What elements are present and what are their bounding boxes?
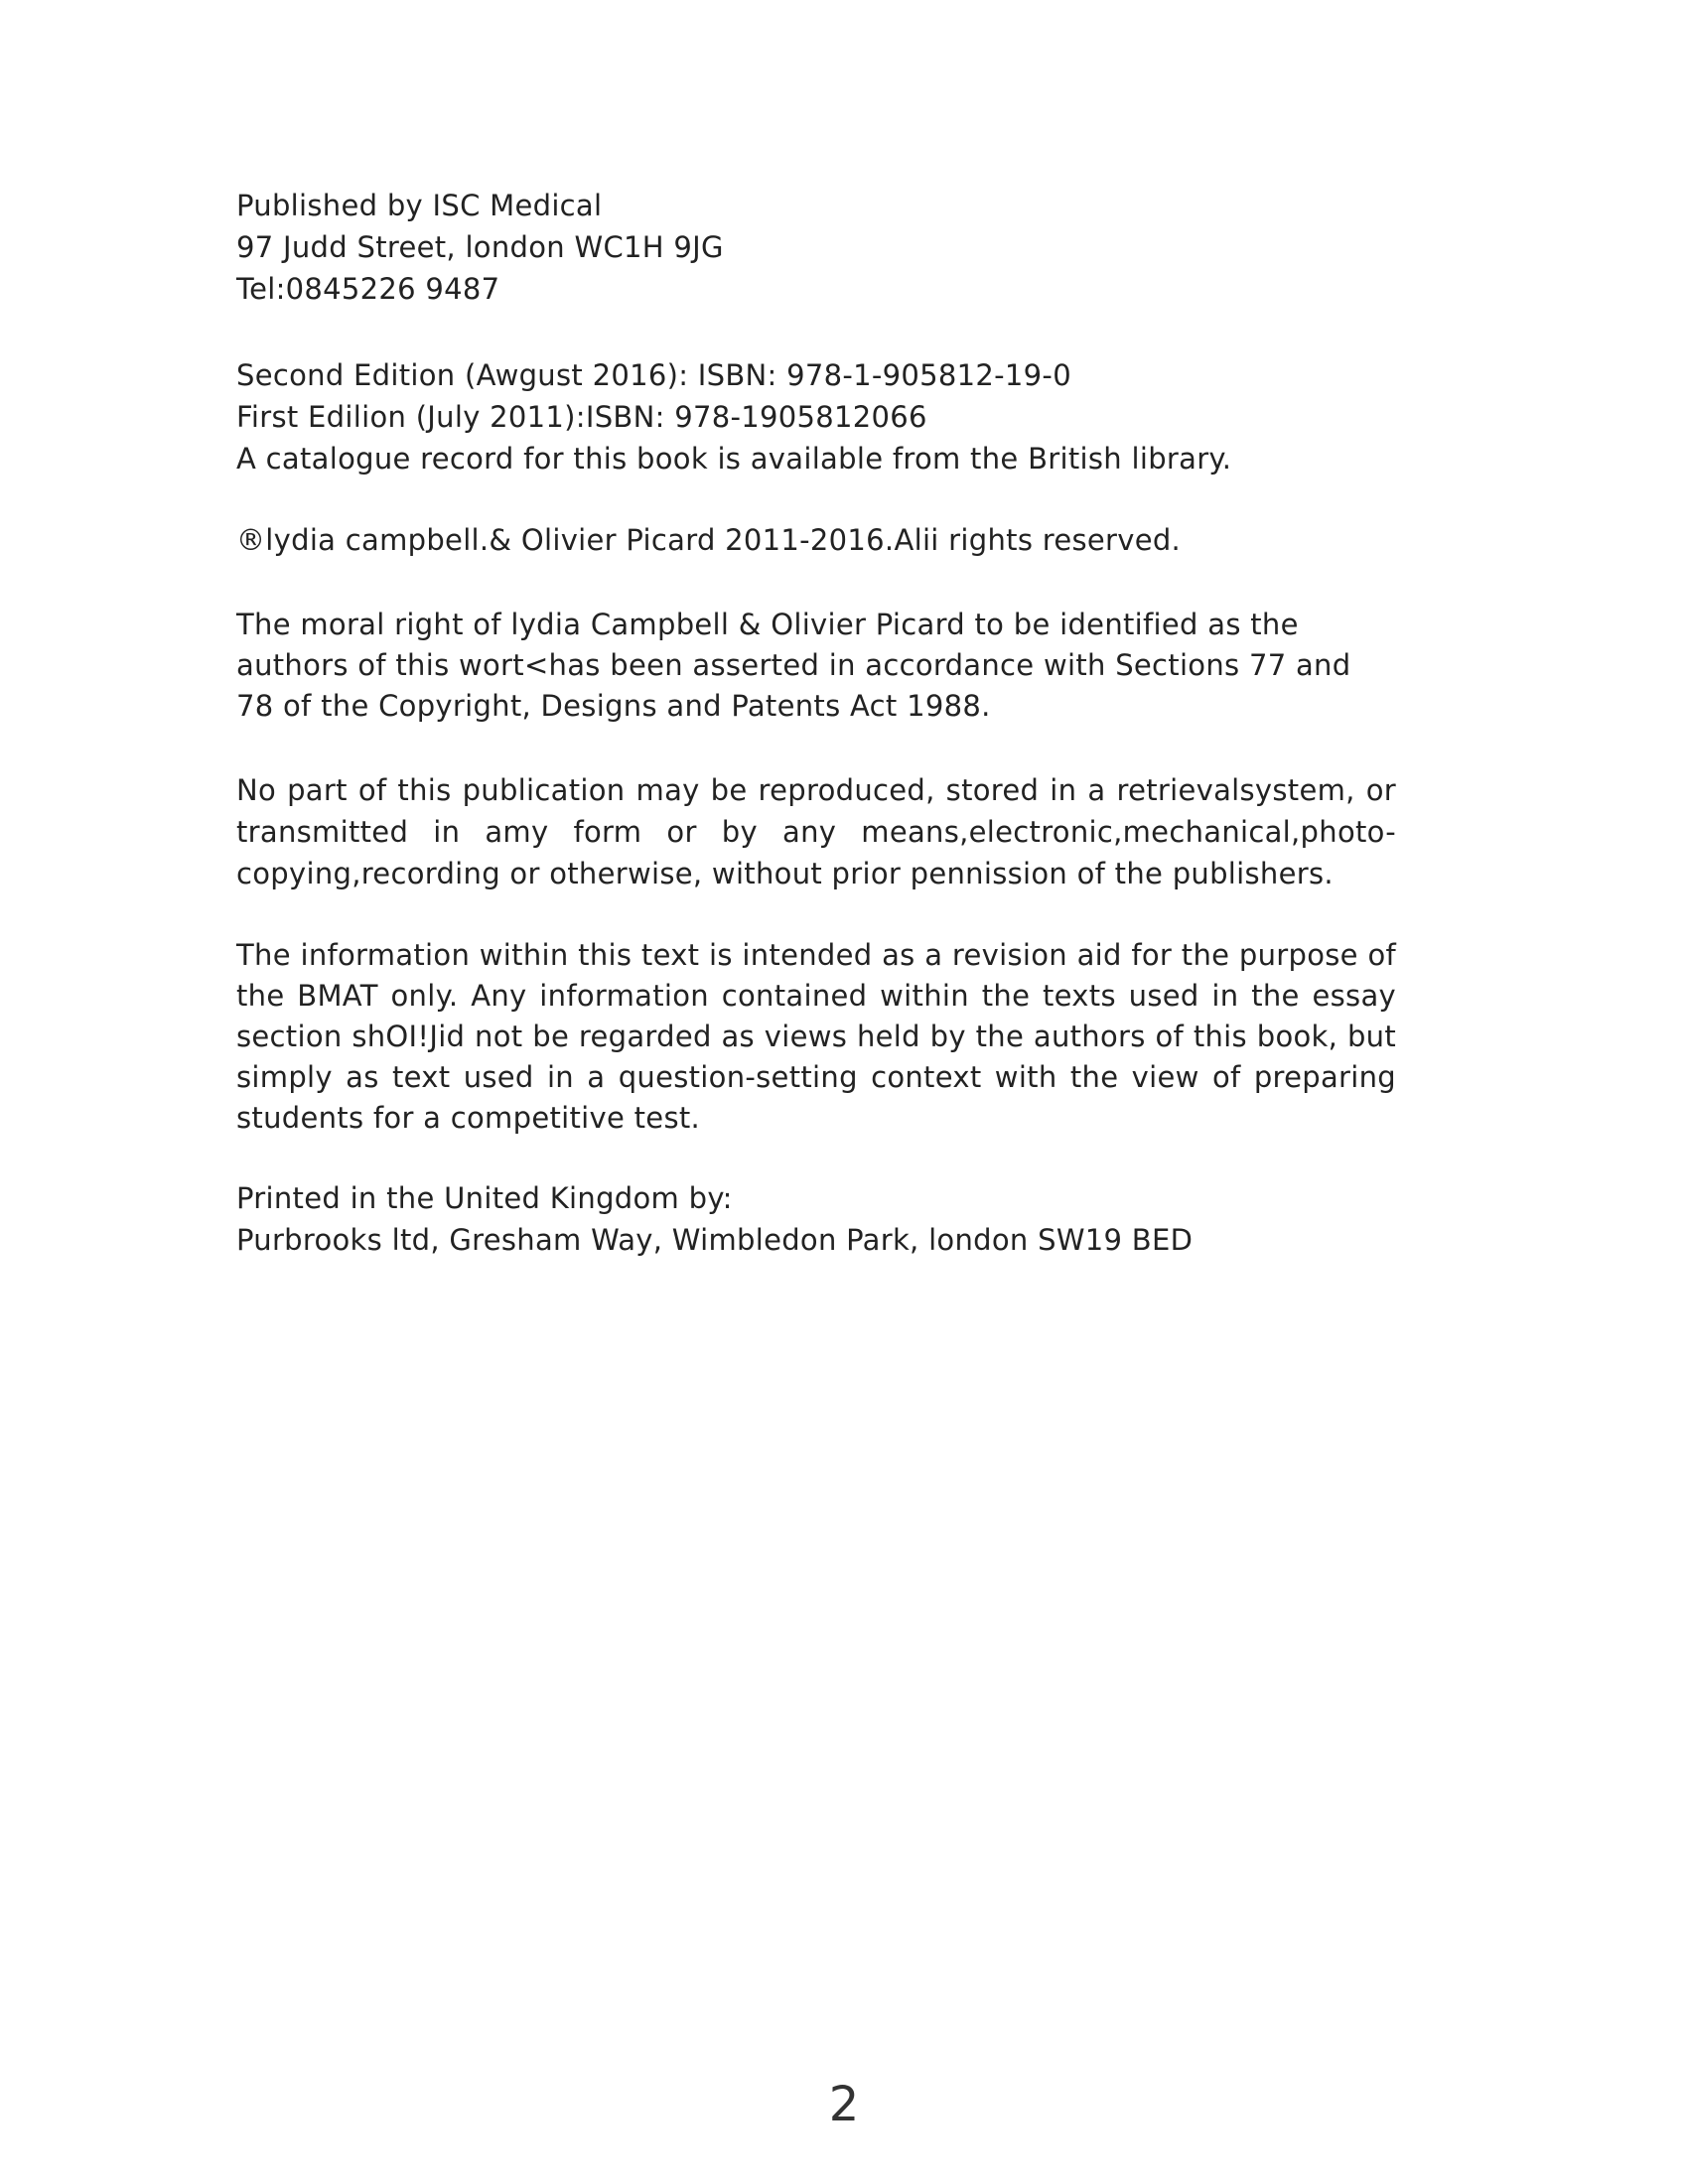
- disclaimer-line: students for a competitive test.: [236, 1101, 701, 1135]
- copyright-line: ®lydia campbell.& Olivier Picard 2011-2016.Alii rights reserved.: [236, 523, 1182, 557]
- reproduction-line: No part of this publication may be reproduced, stored in a retrievalsystem, or: [236, 773, 1396, 807]
- publisher-line: Published by ISC Medical: [236, 189, 603, 222]
- disclaimer-line: section shOI!Jid not be regarded as views held by the authors of this book, but: [236, 1020, 1396, 1053]
- disclaimer-line: simply as text used in a question-setting context with the view of preparing: [236, 1060, 1396, 1094]
- publisher-phone: Tel:0845226 9487: [236, 272, 500, 306]
- printer-line: Printed in the United Kingdom by:: [236, 1181, 733, 1215]
- second-edition-line: Second Edition (Awgust 2016): ISBN: 978-1-905812-19-0: [236, 358, 1071, 392]
- reproduction-line: transmitted in amy form or by any means,electronic,mechanical,photo-: [236, 815, 1396, 849]
- reproduction-line: copying,recording or otherwise, without prior pennission of the publishers.: [236, 857, 1334, 890]
- first-edition-line: First Edilion (July 2011):ISBN: 978-1905812066: [236, 400, 927, 434]
- catalogue-record-line: A catalogue record for this book is available from the British library.: [236, 442, 1232, 476]
- moral-right-line: 78 of the Copyright, Designs and Patents Act 1988.: [236, 689, 991, 723]
- publisher-address: 97 Judd Street, london WC1H 9JG: [236, 230, 724, 264]
- moral-right-line: The moral right of lydia Campbell & Olivier Picard to be identified as the: [236, 608, 1299, 641]
- disclaimer-line: the BMAT only. Any information contained within the texts used in the essay: [236, 979, 1396, 1013]
- printer-address: Purbrooks ltd, Gresham Way, Wimbledon Park, london SW19 BED: [236, 1223, 1194, 1257]
- moral-right-line: authors of this wort<has been asserted in accordance with Sections 77 and: [236, 648, 1351, 682]
- disclaimer-line: The information within this text is intended as a revision aid for the purpose of: [236, 938, 1396, 972]
- page-number: 2: [828, 2077, 860, 2132]
